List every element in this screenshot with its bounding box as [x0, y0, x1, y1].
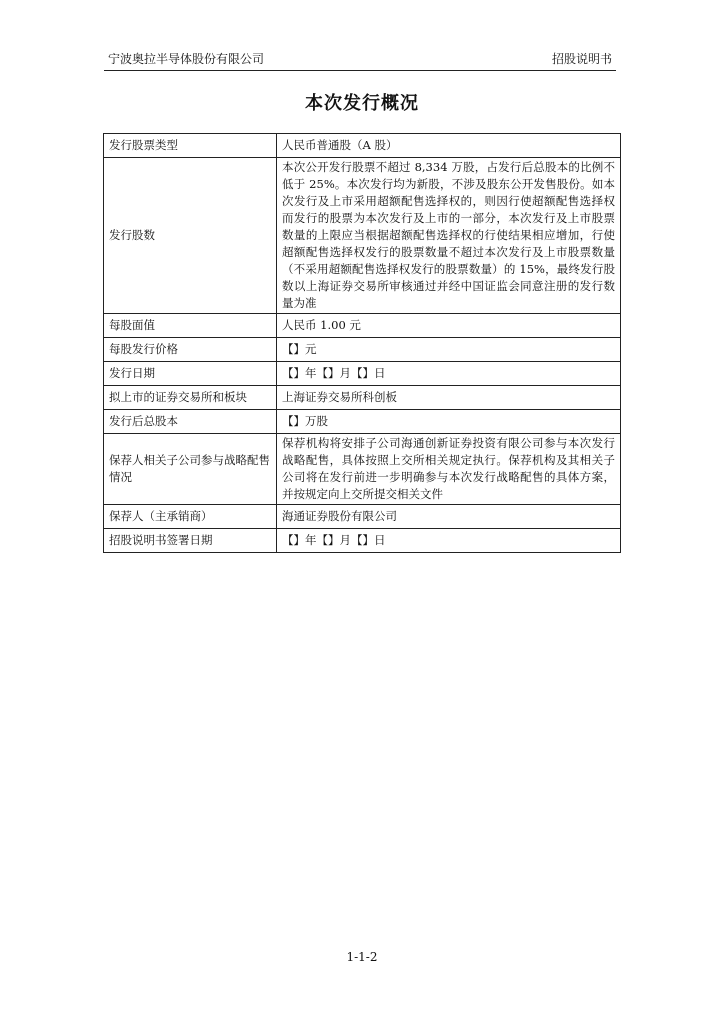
- row-label: 每股发行价格: [104, 338, 277, 362]
- company-name: 宁波奥拉半导体股份有限公司: [108, 52, 265, 66]
- table-row: [104, 505, 621, 529]
- table-row: [104, 386, 621, 410]
- table-row: [104, 314, 621, 338]
- row-value: 海通证券股份有限公司: [277, 505, 621, 529]
- row-label: 拟上市的证券交易所和板块: [104, 386, 277, 410]
- page-title: 本次发行概况: [305, 93, 419, 114]
- row-value: 【】年【】月【】日: [277, 529, 621, 553]
- row-label: 保荐人（主承销商）: [104, 505, 277, 529]
- row-label: 每股面值: [104, 314, 277, 338]
- row-value: 人民币 1.00 元: [277, 314, 621, 338]
- row-value: 保荐机构将安排子公司海通创新证券投资有限公司参与本次发行战略配售，具体按照上交所相关规定执行。保荐机构及其相关子公司将在发行前进一步明确参与本次发行战略配售的具体方案，并按规定向上交所提交相关文件: [277, 434, 621, 505]
- table-row: [104, 338, 621, 362]
- page-number: 1-1-2: [346, 950, 378, 964]
- row-value: 人民币普通股（A 股）: [277, 134, 621, 158]
- row-value: 【】年【】月【】日: [277, 362, 621, 386]
- row-value: 【】元: [277, 338, 621, 362]
- row-label: 保荐人相关子公司参与战略配售情况: [104, 434, 277, 505]
- row-label: 发行股票类型: [104, 134, 277, 158]
- table-row: [104, 362, 621, 386]
- table-row: [104, 434, 621, 505]
- row-label: 招股说明书签署日期: [104, 529, 277, 553]
- row-label: 发行日期: [104, 362, 277, 386]
- offering-overview-table: [103, 133, 621, 553]
- page-header: [104, 50, 616, 71]
- table-row: [104, 158, 621, 314]
- document-type: 招股说明书: [551, 52, 612, 66]
- row-value: 本次公开发行股票不超过 8,334 万股，占发行后总股本的比例不低于 25%。本次发行均为新股，不涉及股东公开发售股份。如本次发行及上市采用超额配售选择权的，则因行使超额配售选择权而发行的股票为本次发行及上市的一部分，本次发行及上市股票数量的上限应当根据超额配售选择权的行使结果相应增加，行使超额配售选择权发行的股票数量不超过本次发行及上市股票数量（不采用超额配售选择权发行的股票数量）的 15%，最终发行股数以上海证券交易所审核通过并经中国证监会同意注册的发行数量为准: [277, 158, 621, 314]
- row-label: 发行股数: [104, 158, 277, 314]
- table-row: [104, 529, 621, 553]
- row-label: 发行后总股本: [104, 410, 277, 434]
- row-value: 【】万股: [277, 410, 621, 434]
- row-value: 上海证券交易所科创板: [277, 386, 621, 410]
- table-row: [104, 134, 621, 158]
- table-row: [104, 410, 621, 434]
